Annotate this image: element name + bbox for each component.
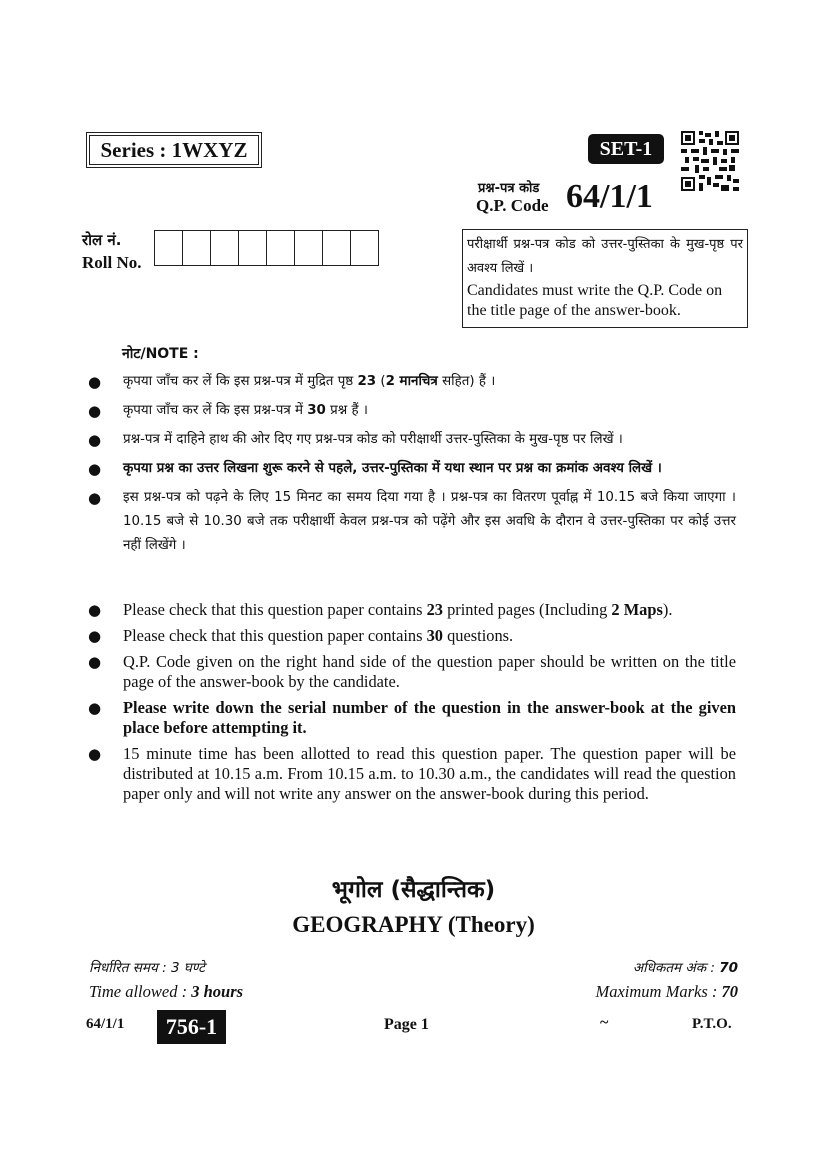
time-label-hindi: निर्धारित समय :	[89, 960, 171, 976]
marks-label-hindi: अधिकतम अंक :	[632, 960, 720, 976]
english-instructions	[88, 600, 736, 804]
list-item	[88, 744, 736, 804]
item-bold: 2 मानचित्र	[385, 374, 438, 389]
time-value-hindi: 3 घण्टे	[170, 960, 205, 976]
qp-label-hindi: प्रश्न-पत्र कोड	[478, 181, 540, 196]
marks-value-hindi: 70	[719, 960, 738, 976]
marks-label-english: Maximum Marks :	[595, 982, 722, 1001]
bullet-icon: ●	[88, 431, 102, 449]
list-item	[88, 399, 736, 423]
qp-code: 64/1/1	[566, 178, 653, 215]
roll-number-boxes	[155, 230, 379, 266]
roll-box[interactable]	[322, 230, 351, 266]
item-text: प्रश्न-पत्र में दाहिने हाथ की ओर दिए गए प्रश्न-पत्र कोड को परीक्षार्थी उत्तर-पुस्तिका के मुख-पृष्ठ पर लिखें ।	[123, 432, 623, 447]
item-text: ).	[662, 600, 673, 619]
footer-qp-code: 64/1/1	[86, 1016, 125, 1032]
item-bold: 23	[426, 600, 443, 619]
series-label: Series : 1WXYZ	[89, 135, 259, 165]
list-item	[88, 626, 736, 646]
qr-code-icon	[681, 131, 739, 191]
roll-box[interactable]	[266, 230, 295, 266]
bullet-icon: ●	[88, 402, 102, 420]
set-badge: SET-1	[588, 134, 664, 164]
series-box	[86, 132, 262, 168]
candidate-instruction-box	[462, 229, 748, 328]
time-value-english: 3 hours	[191, 982, 244, 1001]
list-item	[88, 428, 736, 452]
bullet-icon: ●	[88, 627, 102, 645]
list-item	[88, 486, 736, 558]
item-bold: 30	[307, 403, 326, 418]
qp-label-english: Q.P. Code	[476, 196, 549, 215]
item-text: Please write down the serial number of the question in the answer-book at the given place before attempting it.	[123, 698, 736, 737]
time-allowed-english	[89, 982, 243, 1002]
item-text: प्रश्न हैं ।	[325, 403, 368, 418]
item-text: printed pages (Including	[443, 600, 612, 619]
page-number: Page 1	[384, 1016, 429, 1033]
item-text: Please check that this question paper contains	[123, 626, 427, 645]
item-text: कृपया जाँच कर लें कि इस प्रश्न-पत्र में मुद्रित पृष्ठ	[123, 374, 358, 389]
subject-title-hindi: भूगोल (सैद्धान्तिक)	[331, 877, 496, 903]
marks-value-english: 70	[721, 982, 738, 1001]
time-allowed-hindi	[89, 958, 205, 976]
item-text: कृपया जाँच कर लें कि इस प्रश्न-पत्र में	[123, 403, 308, 418]
max-marks-hindi	[633, 958, 738, 976]
list-item	[88, 457, 736, 481]
note-title: नोट/NOTE :	[122, 346, 199, 362]
item-text: 15 minute time has been allotted to read this question paper. The question paper will be distributed at 10.15 a.m. From 10.15 a.m. to 10.30 a.m., the candidates will read the question paper only and will not write any answer on the answer-book during this period.	[123, 744, 736, 803]
subject-title-english: GEOGRAPHY (Theory)	[292, 912, 535, 937]
item-text: (	[376, 374, 386, 389]
roll-box[interactable]	[238, 230, 267, 266]
item-text: questions.	[443, 626, 514, 645]
item-bold: 30	[426, 626, 443, 645]
footer-badge: 756-1	[157, 1010, 226, 1044]
roll-box[interactable]	[182, 230, 211, 266]
roll-label-english: Roll No.	[82, 253, 142, 272]
roll-box[interactable]	[294, 230, 323, 266]
bullet-icon: ●	[88, 699, 102, 717]
bullet-icon: ●	[88, 460, 102, 478]
footer-tilde: ~	[600, 1014, 609, 1031]
item-text: सहित) हैं ।	[437, 374, 496, 389]
roll-label-hindi: रोल नं.	[82, 231, 122, 249]
max-marks-english	[595, 982, 738, 1002]
list-item	[88, 652, 736, 692]
item-text: इस प्रश्न-पत्र को पढ़ने के लिए 15 मिनट का समय दिया गया है । प्रश्न-पत्र का वितरण पूर्वाह्न में 10.15 बजे किया जाएगा । 10.15 बजे से 10.30 बजे तक परीक्षार्थी केवल प्रश्न-पत्र को पढ़ेंगे और इस अवधि के दौरान वे उत्तर-पुस्तिका पर कोई उत्तर नहीं लिखेंगे ।	[123, 490, 736, 553]
list-item	[88, 698, 736, 738]
item-text: कृपया प्रश्न का उत्तर लिखना शुरू करने से पहले, उत्तर-पुस्तिका में यथा स्थान पर प्रश्न का क्रमांक अवश्य लिखें ।	[123, 461, 662, 476]
list-item	[88, 370, 736, 394]
bullet-icon: ●	[88, 373, 102, 391]
item-text: Please check that this question paper contains	[123, 600, 427, 619]
hindi-instructions	[88, 370, 736, 558]
list-item	[88, 600, 736, 620]
item-text: Q.P. Code given on the right hand side of the question paper should be written on the title page of the answer-book by the candidate.	[123, 652, 736, 691]
item-bold: 23	[357, 374, 377, 389]
candidate-note-english: Candidates must write the Q.P. Code on the title page of the answer-book.	[467, 282, 723, 319]
pto-label: P.T.O.	[692, 1016, 732, 1032]
bullet-icon: ●	[88, 601, 102, 619]
time-label-english: Time allowed :	[89, 982, 192, 1001]
roll-box[interactable]	[154, 230, 183, 266]
bullet-icon: ●	[88, 489, 102, 507]
roll-box[interactable]	[210, 230, 239, 266]
candidate-note-hindi: परीक्षार्थी प्रश्न-पत्र कोड को उत्तर-पुस्तिका के मुख-पृष्ठ पर अवश्य लिखें ।	[467, 237, 743, 276]
item-bold: 2 Maps	[611, 600, 663, 619]
roll-box[interactable]	[350, 230, 379, 266]
bullet-icon: ●	[88, 653, 102, 671]
bullet-icon: ●	[88, 745, 102, 763]
